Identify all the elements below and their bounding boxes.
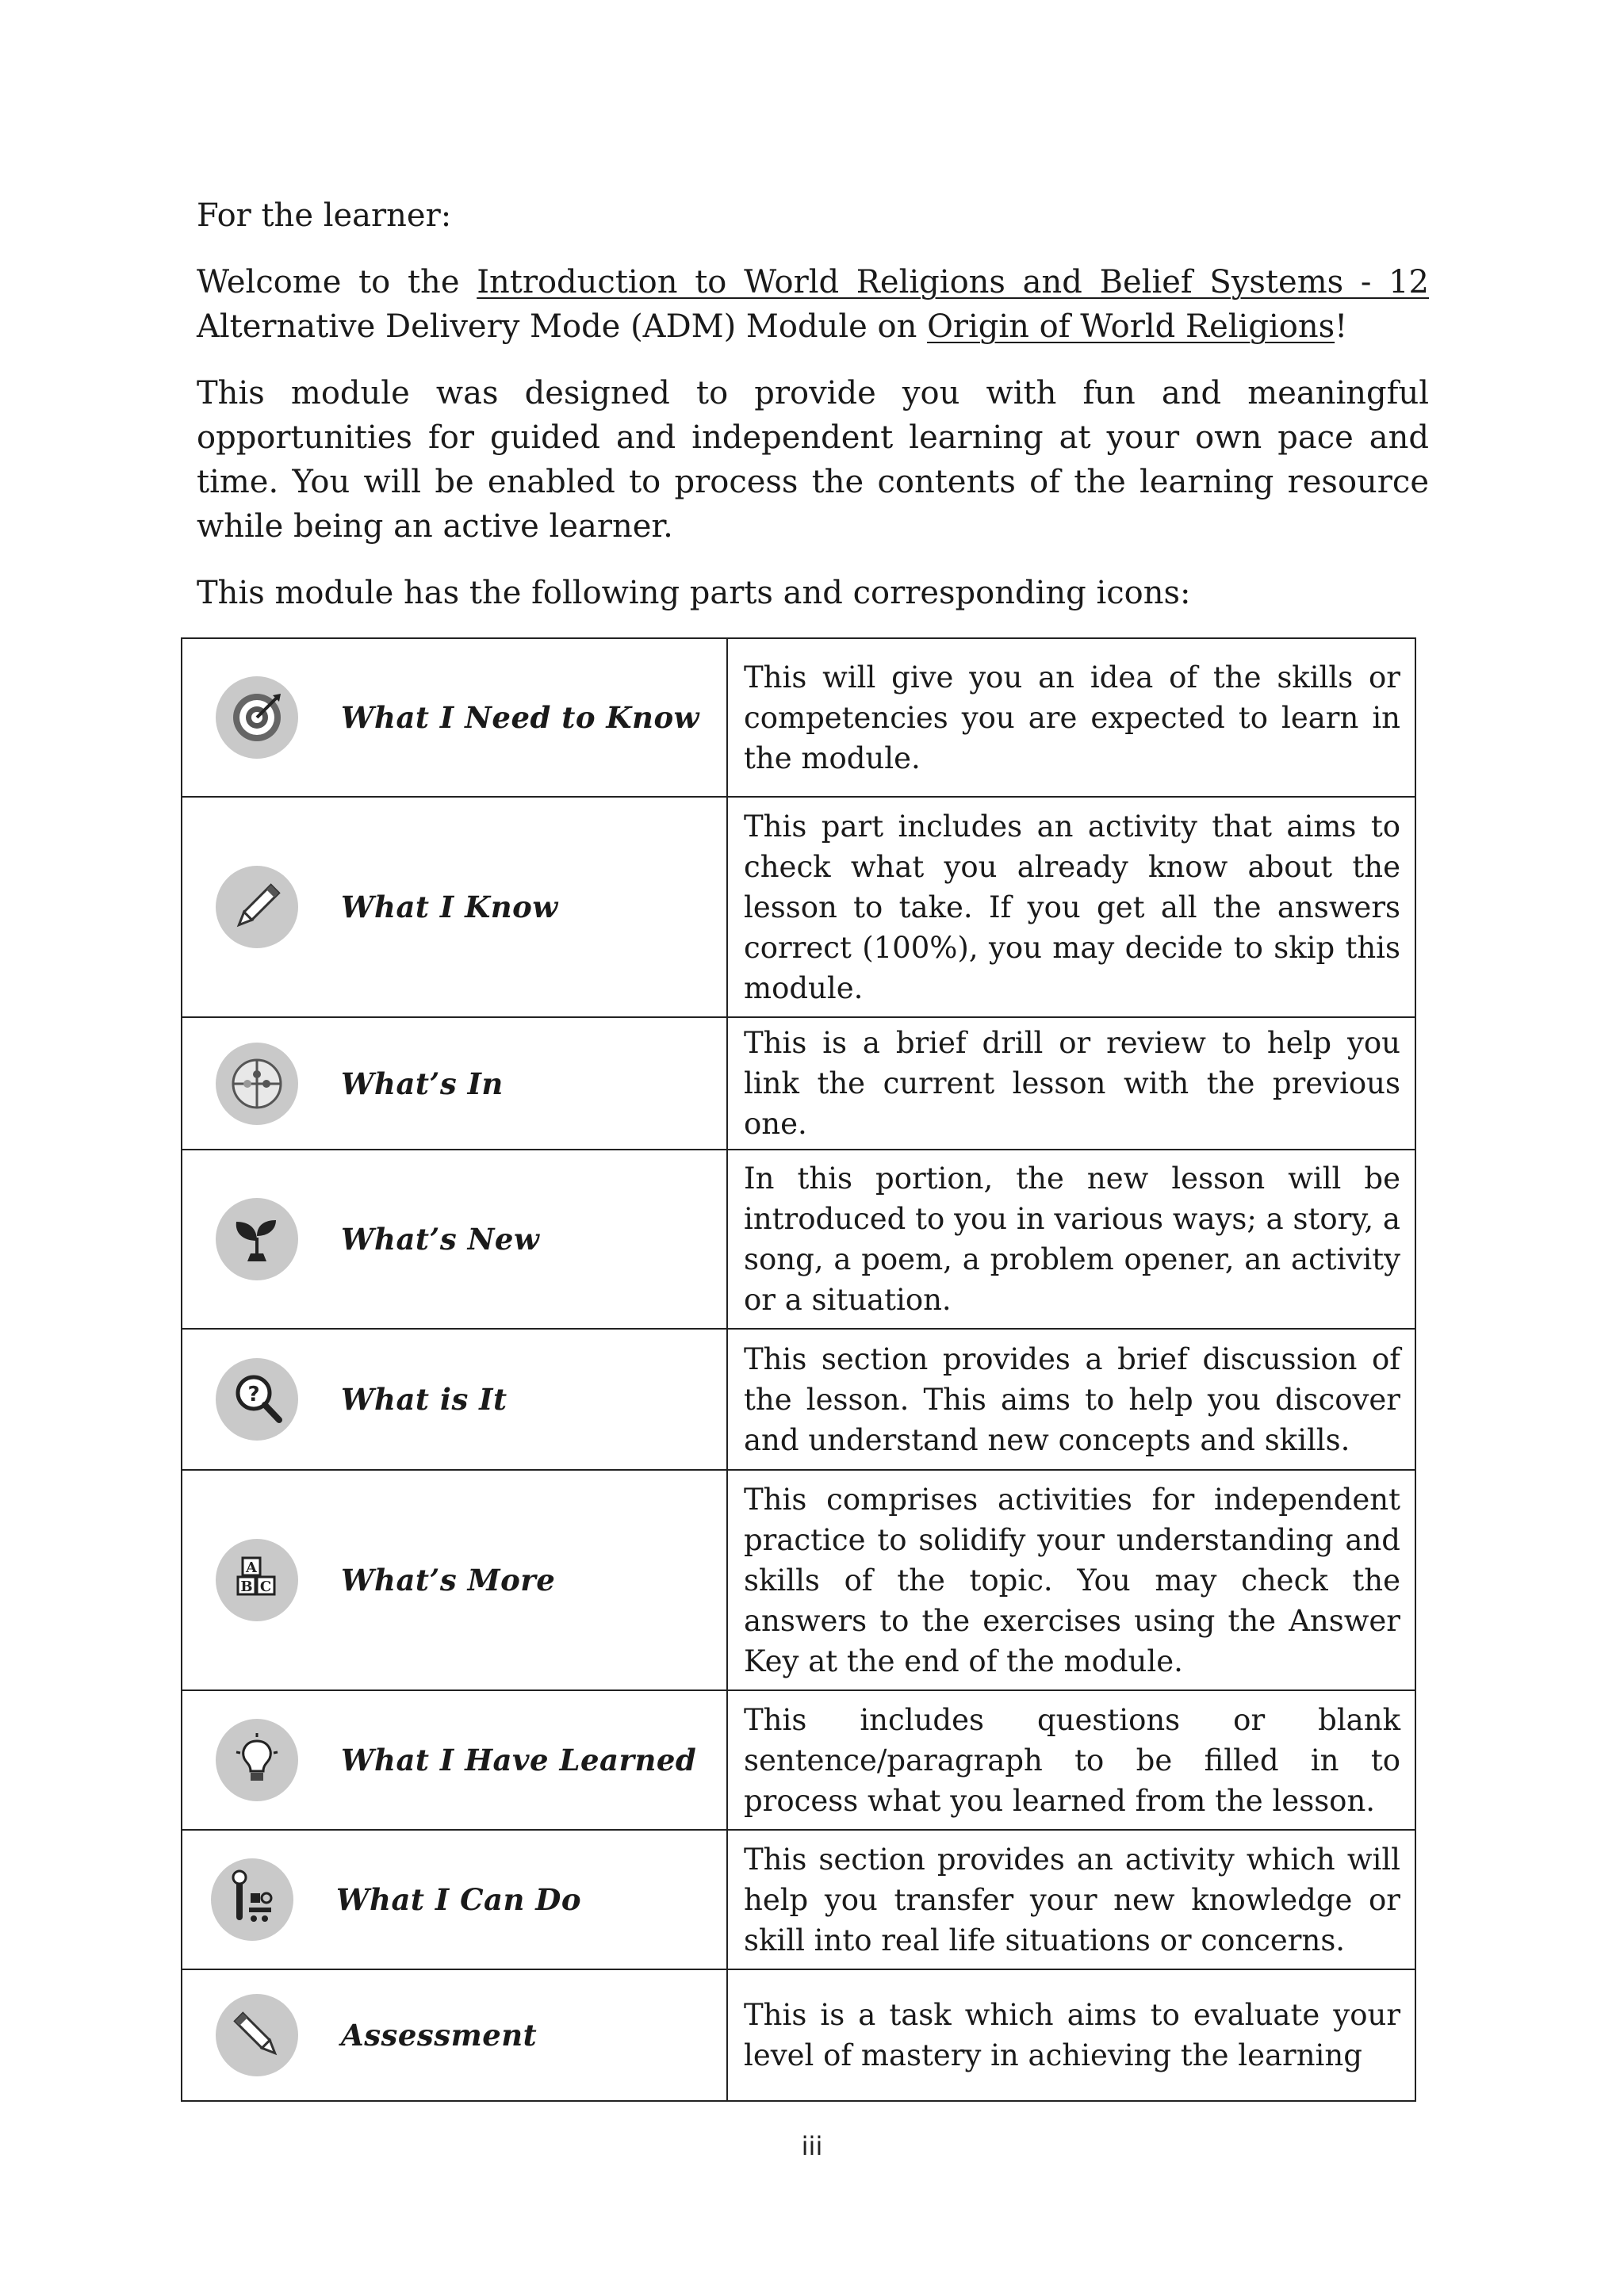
part-description: This comprises activities for independent practice to solidify your understanding and skills of the topic. You may check the answers to the exercises using the Answer Key at the end of the module.: [727, 1470, 1415, 1690]
welcome-paragraph: Welcome to the Introduction to World Religions and Belief Systems - 12 Alternative Delivery Mode (ADM) Module on Origin of World Religions!: [197, 264, 1429, 345]
table-row: [182, 638, 1415, 797]
part-name: What I Can Do: [336, 1882, 582, 1917]
svg-text:C: C: [259, 1578, 272, 1595]
course-title: Introduction to World Religions and Belief Systems - 12: [477, 264, 1429, 300]
table-row: [182, 1017, 1415, 1150]
part-description: This section provides a brief discussion of the lesson. This aims to help you discover and understand new concepts and skills.: [727, 1329, 1415, 1470]
part-description: This is a task which aims to evaluate your level of mastery in achieving the learning: [727, 1969, 1415, 2101]
table-row: [182, 1969, 1415, 2101]
lightbulb-icon: [216, 1719, 298, 1801]
abc-blocks-icon: [216, 1539, 298, 1621]
part-description: This includes questions or blank sentence/paragraph to be filled in to process what you learned from the lesson.: [727, 1690, 1415, 1830]
part-name: What’s New: [341, 1222, 540, 1257]
sprout-icon: [216, 1198, 298, 1280]
part-description: This section provides an activity which will help you transfer your new knowledge or skill into real life situations or concerns.: [727, 1830, 1415, 1969]
target-icon: [216, 676, 298, 759]
pencil-icon: [216, 1994, 298, 2076]
part-name: What I Know: [341, 890, 558, 924]
part-name: What I Have Learned: [341, 1743, 697, 1777]
part-description: In this portion, the new lesson will be introduced to you in various ways; a story, a song, a poem, a problem opener, an activity or a situation.: [727, 1150, 1415, 1329]
module-title: Origin of World Religions: [927, 308, 1335, 345]
part-name: Assessment: [341, 2018, 538, 2053]
table-row: [182, 1470, 1415, 1690]
module-purpose-paragraph: This module was designed to provide you with fun and meaningful opportunities for guided and independent learning at your own pace and time. You will be enabled to process the contents of the learning resource while being an active learner.: [197, 375, 1429, 545]
svg-text:B: B: [240, 1578, 253, 1595]
pencil-icon: [216, 866, 298, 948]
module-parts-table: [181, 637, 1416, 2102]
tools-icon: [211, 1858, 293, 1941]
table-row: [182, 797, 1415, 1017]
part-description: This part includes an activity that aims to check what you already know about the lesson to take. If you get all the answers correct (100%), you may decide to skip this module.: [727, 797, 1415, 1017]
part-description: This is a brief drill or review to help you link the current lesson with the previous one.: [727, 1017, 1415, 1150]
table-row: [182, 1830, 1415, 1969]
for-learner-heading: For the learner:: [197, 197, 452, 234]
parts-intro: This module has the following parts and corresponding icons:: [197, 575, 1191, 611]
table-row: [182, 1329, 1415, 1470]
table-row: [182, 1690, 1415, 1830]
part-name: What I Need to Know: [341, 700, 699, 735]
svg-text:A: A: [246, 1559, 257, 1576]
part-name: What’s In: [341, 1066, 504, 1101]
page-number: iii: [801, 2131, 823, 2161]
part-name: What’s More: [341, 1563, 556, 1598]
table-row: [182, 1150, 1415, 1329]
svg-text:?: ?: [247, 1383, 260, 1406]
magnifier-question-icon: [216, 1358, 298, 1441]
part-description: This will give you an idea of the skills or competencies you are expected to learn in the module.: [727, 638, 1415, 797]
puzzle-icon: [216, 1043, 298, 1125]
part-name: What is It: [341, 1382, 508, 1417]
